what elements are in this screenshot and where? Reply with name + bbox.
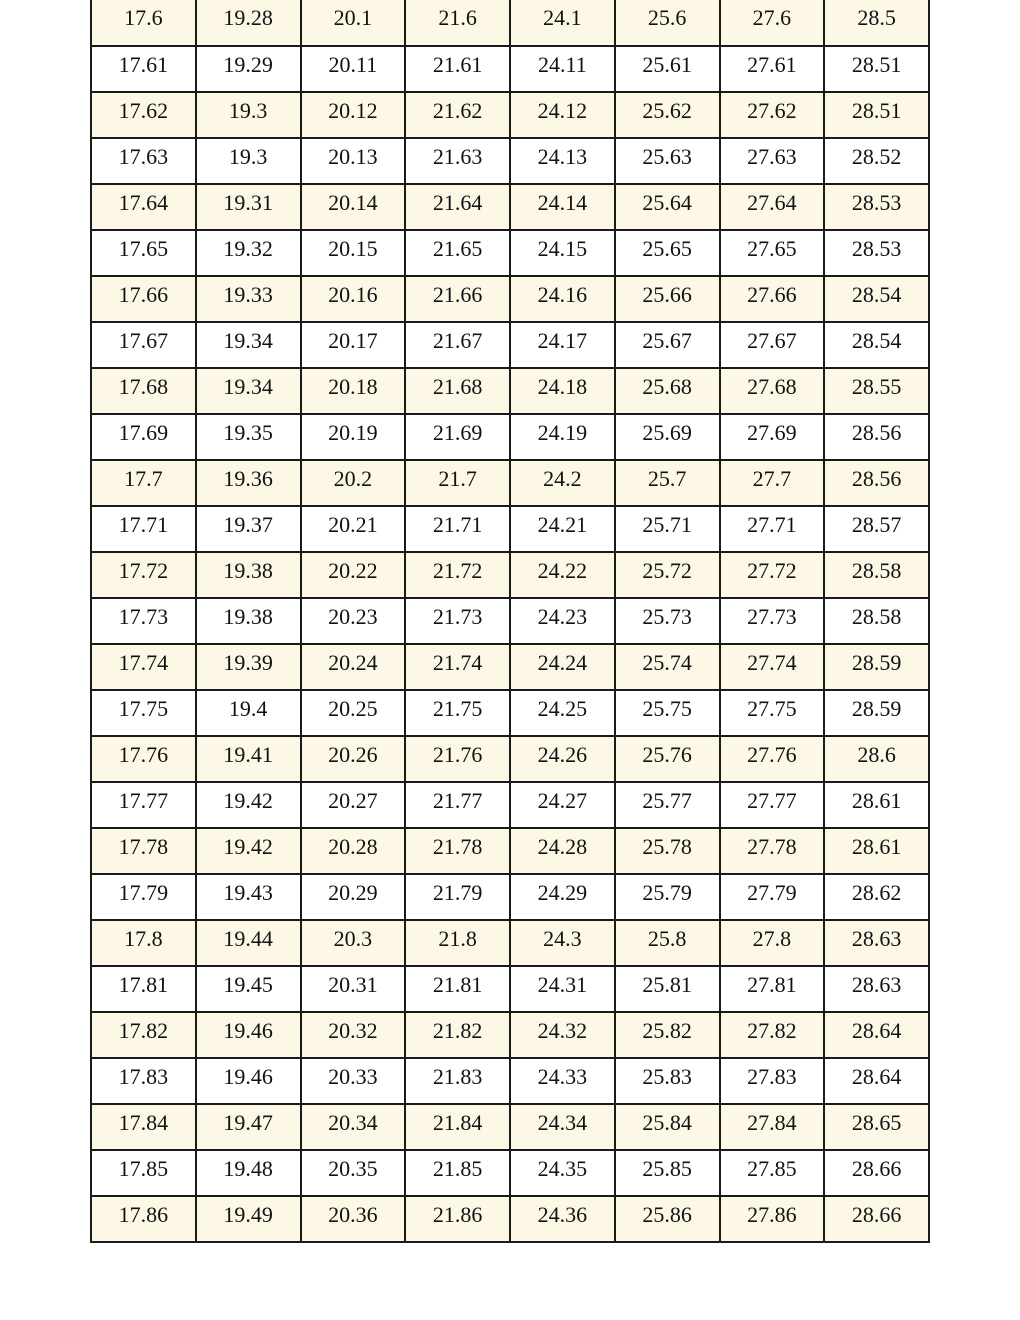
table-cell: 20.28 xyxy=(301,828,406,874)
table-cell: 17.76 xyxy=(91,736,196,782)
table-row xyxy=(91,46,929,92)
table-cell: 28.5 xyxy=(824,0,929,46)
table-cell: 24.31 xyxy=(510,966,615,1012)
table-cell: 21.79 xyxy=(405,874,510,920)
table-cell: 27.8 xyxy=(720,920,825,966)
table-row xyxy=(91,598,929,644)
table-cell: 25.62 xyxy=(615,92,720,138)
table-cell: 19.34 xyxy=(196,368,301,414)
table-cell: 20.23 xyxy=(301,598,406,644)
table-cell: 19.38 xyxy=(196,552,301,598)
table-cell: 17.69 xyxy=(91,414,196,460)
table-cell: 20.35 xyxy=(301,1150,406,1196)
table-row xyxy=(91,690,929,736)
table-cell: 20.34 xyxy=(301,1104,406,1150)
table-cell: 20.29 xyxy=(301,874,406,920)
table-cell: 27.85 xyxy=(720,1150,825,1196)
table-cell: 24.16 xyxy=(510,276,615,322)
table-cell: 20.21 xyxy=(301,506,406,552)
table-cell: 19.38 xyxy=(196,598,301,644)
table-cell: 19.39 xyxy=(196,644,301,690)
table-cell: 27.84 xyxy=(720,1104,825,1150)
table-row xyxy=(91,276,929,322)
table-cell: 24.15 xyxy=(510,230,615,276)
table-cell: 28.52 xyxy=(824,138,929,184)
table-cell: 21.81 xyxy=(405,966,510,1012)
table-cell: 21.71 xyxy=(405,506,510,552)
table-cell: 25.75 xyxy=(615,690,720,736)
table-cell: 25.81 xyxy=(615,966,720,1012)
table-cell: 20.18 xyxy=(301,368,406,414)
table-cell: 19.35 xyxy=(196,414,301,460)
table-cell: 24.28 xyxy=(510,828,615,874)
table-cell: 19.46 xyxy=(196,1058,301,1104)
table-cell: 21.75 xyxy=(405,690,510,736)
table-cell: 24.13 xyxy=(510,138,615,184)
table-cell: 17.64 xyxy=(91,184,196,230)
table-cell: 19.42 xyxy=(196,828,301,874)
table-cell: 27.82 xyxy=(720,1012,825,1058)
table-cell: 27.83 xyxy=(720,1058,825,1104)
table-row xyxy=(91,1058,929,1104)
table-cell: 19.49 xyxy=(196,1196,301,1242)
table-cell: 25.66 xyxy=(615,276,720,322)
table-cell: 19.33 xyxy=(196,276,301,322)
table-cell: 17.81 xyxy=(91,966,196,1012)
table-cell: 17.83 xyxy=(91,1058,196,1104)
table-cell: 27.7 xyxy=(720,460,825,506)
table-cell: 25.8 xyxy=(615,920,720,966)
table-row xyxy=(91,322,929,368)
table-cell: 21.84 xyxy=(405,1104,510,1150)
table-cell: 19.4 xyxy=(196,690,301,736)
table-cell: 25.74 xyxy=(615,644,720,690)
table-cell: 27.75 xyxy=(720,690,825,736)
table-cell: 20.31 xyxy=(301,966,406,1012)
table-cell: 25.71 xyxy=(615,506,720,552)
data-table xyxy=(90,0,930,1243)
table-cell: 20.12 xyxy=(301,92,406,138)
table-cell: 21.82 xyxy=(405,1012,510,1058)
table-cell: 20.22 xyxy=(301,552,406,598)
table-cell: 21.69 xyxy=(405,414,510,460)
table-cell: 21.68 xyxy=(405,368,510,414)
table-cell: 27.68 xyxy=(720,368,825,414)
table-cell: 21.72 xyxy=(405,552,510,598)
table-row xyxy=(91,782,929,828)
table-cell: 24.14 xyxy=(510,184,615,230)
table-cell: 21.66 xyxy=(405,276,510,322)
table-cell: 20.1 xyxy=(301,0,406,46)
table-row xyxy=(91,92,929,138)
table-cell: 17.73 xyxy=(91,598,196,644)
table-cell: 19.44 xyxy=(196,920,301,966)
table-row xyxy=(91,184,929,230)
table-cell: 20.36 xyxy=(301,1196,406,1242)
table-cell: 19.42 xyxy=(196,782,301,828)
table-cell: 27.78 xyxy=(720,828,825,874)
table-cell: 27.63 xyxy=(720,138,825,184)
table-cell: 27.6 xyxy=(720,0,825,46)
table-cell: 25.63 xyxy=(615,138,720,184)
table-cell: 25.65 xyxy=(615,230,720,276)
table-cell: 21.8 xyxy=(405,920,510,966)
table-cell: 19.29 xyxy=(196,46,301,92)
table-cell: 28.57 xyxy=(824,506,929,552)
table-cell: 17.77 xyxy=(91,782,196,828)
table-cell: 20.14 xyxy=(301,184,406,230)
table-cell: 17.8 xyxy=(91,920,196,966)
table-cell: 28.66 xyxy=(824,1150,929,1196)
table-row xyxy=(91,230,929,276)
table-cell: 21.63 xyxy=(405,138,510,184)
table-cell: 25.79 xyxy=(615,874,720,920)
table-cell: 19.34 xyxy=(196,322,301,368)
table-cell: 25.7 xyxy=(615,460,720,506)
table-cell: 21.77 xyxy=(405,782,510,828)
table-row xyxy=(91,644,929,690)
table-cell: 25.73 xyxy=(615,598,720,644)
table-cell: 28.6 xyxy=(824,736,929,782)
table-cell: 27.69 xyxy=(720,414,825,460)
table-cell: 21.73 xyxy=(405,598,510,644)
table-cell: 20.32 xyxy=(301,1012,406,1058)
table-cell: 17.63 xyxy=(91,138,196,184)
table-cell: 27.76 xyxy=(720,736,825,782)
table-cell: 27.64 xyxy=(720,184,825,230)
table-cell: 25.83 xyxy=(615,1058,720,1104)
table-cell: 28.59 xyxy=(824,690,929,736)
table-cell: 28.64 xyxy=(824,1058,929,1104)
table-cell: 17.86 xyxy=(91,1196,196,1242)
table-row xyxy=(91,920,929,966)
table-row xyxy=(91,368,929,414)
table-cell: 17.67 xyxy=(91,322,196,368)
table-cell: 25.78 xyxy=(615,828,720,874)
table-cell: 17.72 xyxy=(91,552,196,598)
table-cell: 20.16 xyxy=(301,276,406,322)
table-cell: 24.19 xyxy=(510,414,615,460)
table-cell: 25.67 xyxy=(615,322,720,368)
table-row xyxy=(91,1104,929,1150)
table-row xyxy=(91,552,929,598)
table-cell: 28.63 xyxy=(824,966,929,1012)
table-cell: 20.25 xyxy=(301,690,406,736)
table-cell: 19.37 xyxy=(196,506,301,552)
table-cell: 20.19 xyxy=(301,414,406,460)
table-cell: 28.61 xyxy=(824,782,929,828)
table-cell: 24.27 xyxy=(510,782,615,828)
table-cell: 28.56 xyxy=(824,414,929,460)
table-row xyxy=(91,828,929,874)
table-cell: 17.85 xyxy=(91,1150,196,1196)
table-cell: 27.66 xyxy=(720,276,825,322)
table-cell: 27.74 xyxy=(720,644,825,690)
table-cell: 17.75 xyxy=(91,690,196,736)
table-cell: 17.6 xyxy=(91,0,196,46)
table-cell: 27.65 xyxy=(720,230,825,276)
table-cell: 19.3 xyxy=(196,138,301,184)
table-cell: 20.11 xyxy=(301,46,406,92)
table-cell: 24.35 xyxy=(510,1150,615,1196)
table-cell: 24.25 xyxy=(510,690,615,736)
table-cell: 17.84 xyxy=(91,1104,196,1150)
table-cell: 28.53 xyxy=(824,184,929,230)
table-cell: 24.11 xyxy=(510,46,615,92)
table-cell: 27.86 xyxy=(720,1196,825,1242)
table-cell: 24.3 xyxy=(510,920,615,966)
table-cell: 24.29 xyxy=(510,874,615,920)
table-cell: 24.12 xyxy=(510,92,615,138)
table-cell: 25.72 xyxy=(615,552,720,598)
table-cell: 25.84 xyxy=(615,1104,720,1150)
table-cell: 17.7 xyxy=(91,460,196,506)
table-cell: 28.59 xyxy=(824,644,929,690)
table-cell: 21.78 xyxy=(405,828,510,874)
table-cell: 27.62 xyxy=(720,92,825,138)
table-cell: 28.64 xyxy=(824,1012,929,1058)
table-cell: 27.67 xyxy=(720,322,825,368)
table-cell: 24.24 xyxy=(510,644,615,690)
table-row xyxy=(91,506,929,552)
table-cell: 17.74 xyxy=(91,644,196,690)
table-cell: 27.79 xyxy=(720,874,825,920)
table-cell: 25.82 xyxy=(615,1012,720,1058)
table-row xyxy=(91,1012,929,1058)
table-cell: 24.21 xyxy=(510,506,615,552)
table-cell: 21.76 xyxy=(405,736,510,782)
table-cell: 19.31 xyxy=(196,184,301,230)
table-cell: 19.46 xyxy=(196,1012,301,1058)
table-cell: 28.51 xyxy=(824,92,929,138)
table-cell: 24.1 xyxy=(510,0,615,46)
table-cell: 19.41 xyxy=(196,736,301,782)
table-cell: 25.61 xyxy=(615,46,720,92)
table-cell: 17.78 xyxy=(91,828,196,874)
table-cell: 27.73 xyxy=(720,598,825,644)
table-cell: 17.82 xyxy=(91,1012,196,1058)
table-cell: 28.66 xyxy=(824,1196,929,1242)
table-cell: 19.43 xyxy=(196,874,301,920)
table-cell: 21.61 xyxy=(405,46,510,92)
table-cell: 19.32 xyxy=(196,230,301,276)
table-row xyxy=(91,414,929,460)
table-cell: 17.62 xyxy=(91,92,196,138)
table-row xyxy=(91,138,929,184)
table-cell: 27.61 xyxy=(720,46,825,92)
table-cell: 20.17 xyxy=(301,322,406,368)
table-row xyxy=(91,0,929,46)
table-cell: 21.62 xyxy=(405,92,510,138)
table-cell: 24.26 xyxy=(510,736,615,782)
table-cell: 27.72 xyxy=(720,552,825,598)
table-cell: 20.13 xyxy=(301,138,406,184)
table-cell: 21.74 xyxy=(405,644,510,690)
table-cell: 24.2 xyxy=(510,460,615,506)
table-cell: 20.15 xyxy=(301,230,406,276)
table-cell: 28.56 xyxy=(824,460,929,506)
table-cell: 17.79 xyxy=(91,874,196,920)
table-cell: 21.6 xyxy=(405,0,510,46)
table-cell: 17.71 xyxy=(91,506,196,552)
table-cell: 19.3 xyxy=(196,92,301,138)
table-cell: 25.86 xyxy=(615,1196,720,1242)
table-cell: 25.68 xyxy=(615,368,720,414)
table-cell: 28.65 xyxy=(824,1104,929,1150)
table-cell: 17.65 xyxy=(91,230,196,276)
table-cell: 24.36 xyxy=(510,1196,615,1242)
table-cell: 25.64 xyxy=(615,184,720,230)
table-cell: 20.24 xyxy=(301,644,406,690)
table-cell: 21.67 xyxy=(405,322,510,368)
table-cell: 17.68 xyxy=(91,368,196,414)
table-row xyxy=(91,874,929,920)
table-row xyxy=(91,1196,929,1242)
table-cell: 28.58 xyxy=(824,598,929,644)
table-cell: 28.63 xyxy=(824,920,929,966)
table-cell: 24.34 xyxy=(510,1104,615,1150)
table-cell: 24.23 xyxy=(510,598,615,644)
table-cell: 17.66 xyxy=(91,276,196,322)
table-cell: 20.33 xyxy=(301,1058,406,1104)
table-cell: 20.3 xyxy=(301,920,406,966)
table-cell: 20.2 xyxy=(301,460,406,506)
table-cell: 21.7 xyxy=(405,460,510,506)
table-cell: 25.85 xyxy=(615,1150,720,1196)
table-row xyxy=(91,460,929,506)
table-cell: 24.18 xyxy=(510,368,615,414)
table-cell: 24.22 xyxy=(510,552,615,598)
table-body xyxy=(91,0,929,1242)
table-cell: 24.33 xyxy=(510,1058,615,1104)
table-cell: 19.48 xyxy=(196,1150,301,1196)
table-row xyxy=(91,736,929,782)
table-cell: 27.81 xyxy=(720,966,825,1012)
table-cell: 19.47 xyxy=(196,1104,301,1150)
table-cell: 19.45 xyxy=(196,966,301,1012)
table-cell: 28.55 xyxy=(824,368,929,414)
table-row xyxy=(91,1150,929,1196)
table-cell: 21.86 xyxy=(405,1196,510,1242)
table-row xyxy=(91,966,929,1012)
table-cell: 28.54 xyxy=(824,276,929,322)
table-cell: 28.51 xyxy=(824,46,929,92)
table-cell: 20.26 xyxy=(301,736,406,782)
table-cell: 25.76 xyxy=(615,736,720,782)
table-cell: 28.54 xyxy=(824,322,929,368)
table-cell: 28.62 xyxy=(824,874,929,920)
table-cell: 24.17 xyxy=(510,322,615,368)
table-cell: 19.36 xyxy=(196,460,301,506)
table-cell: 27.77 xyxy=(720,782,825,828)
table-cell: 21.85 xyxy=(405,1150,510,1196)
table-cell: 17.61 xyxy=(91,46,196,92)
table-cell: 28.53 xyxy=(824,230,929,276)
table-cell: 25.77 xyxy=(615,782,720,828)
table-cell: 25.6 xyxy=(615,0,720,46)
table-cell: 21.65 xyxy=(405,230,510,276)
table-cell: 25.69 xyxy=(615,414,720,460)
table-cell: 27.71 xyxy=(720,506,825,552)
table-cell: 19.28 xyxy=(196,0,301,46)
table-cell: 21.83 xyxy=(405,1058,510,1104)
table-cell: 28.61 xyxy=(824,828,929,874)
table-cell: 28.58 xyxy=(824,552,929,598)
table-cell: 24.32 xyxy=(510,1012,615,1058)
table-cell: 21.64 xyxy=(405,184,510,230)
table-cell: 20.27 xyxy=(301,782,406,828)
